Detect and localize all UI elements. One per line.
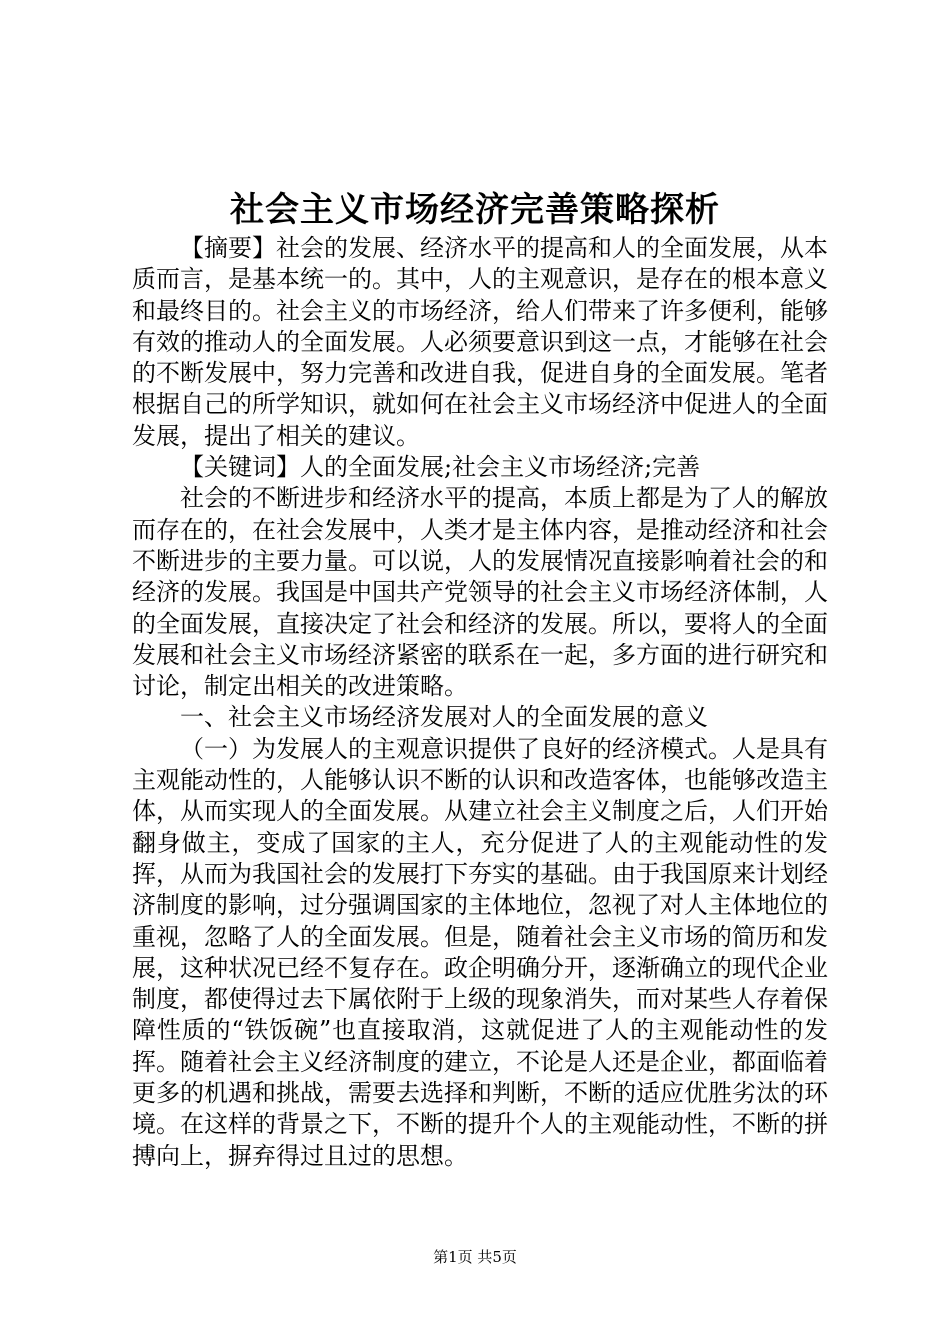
subsection-paragraph: （一）为发展人的主观意识提供了良好的经济模式。人是具有主观能动性的，人能够认识不断的认识和改造客体，也能够改造主体，从而实现人的全面发展。从建立社会主义制度之后，人们开始翻身做主，变成了国家的主人，充分促进了人的主观能动性的发挥，从而为我国社会的发展打下夯实的基础。由于我国原来计划经济制度的影响，过分强调国家的主体地位，忽视了对人主体地位的重视，忽略了人的全面发展。但是，随着社会主义市场的简历和发展，这种状况已经不复存在。政企明确分开，逐渐确立的现代企业制度，都使得过去下属依附于上级的现象消失，而对某些人存着保障性质的“铁饭碗”也直接取消，这就促进了人的主观能动性的发挥。随着社会主义经济制度的建立，不论是人还是企业，都面临着更多的机遇和挑战，需要去选择和判断，不断的适应优胜劣汰的环境。在这样的背景之下，不断的提升个人的主观能动性，不断的拼搏向上，摒弃得过且过的思想。 bbox=[132, 734, 828, 1170]
document-title: 社会主义市场经济完善策略探析 bbox=[230, 190, 720, 230]
document-body bbox=[132, 233, 828, 1172]
page-footer: 第1页 共5页 bbox=[433, 1248, 517, 1266]
section-heading: 一、社会主义市场经济发展对人的全面发展的意义 bbox=[180, 703, 708, 732]
keywords-paragraph: 【关键词】人的全面发展;社会主义市场经济;完善 bbox=[180, 453, 701, 482]
abstract-paragraph: 【摘要】社会的发展、经济水平的提高和人的全面发展，从本质而言，是基本统一的。其中，人的主观意识，是存在的根本意义和最终目的。社会主义的市场经济，给人们带来了许多便利，能够有效的推动人的全面发展。人必须要意识到这一点，才能够在社会的不断发展中，努力完善和改进自我，促进自身的全面发展。笔者根据自己的所学知识，就如何在社会主义市场经济中促进人的全面发展，提出了相关的建议。 bbox=[132, 234, 828, 450]
intro-paragraph: 社会的不断进步和经济水平的提高，本质上都是为了人的解放而存在的，在社会发展中，人类才是主体内容，是推动经济和社会不断进步的主要力量。可以说，人的发展情况直接影响着社会的和经济的发展。我国是中国共产党领导的社会主义市场经济体制，人的全面发展，直接决定了社会和经济的发展。所以，要将人的全面发展和社会主义市场经济紧密的联系在一起，多方面的进行研究和讨论，制定出相关的改进策略。 bbox=[132, 484, 828, 701]
